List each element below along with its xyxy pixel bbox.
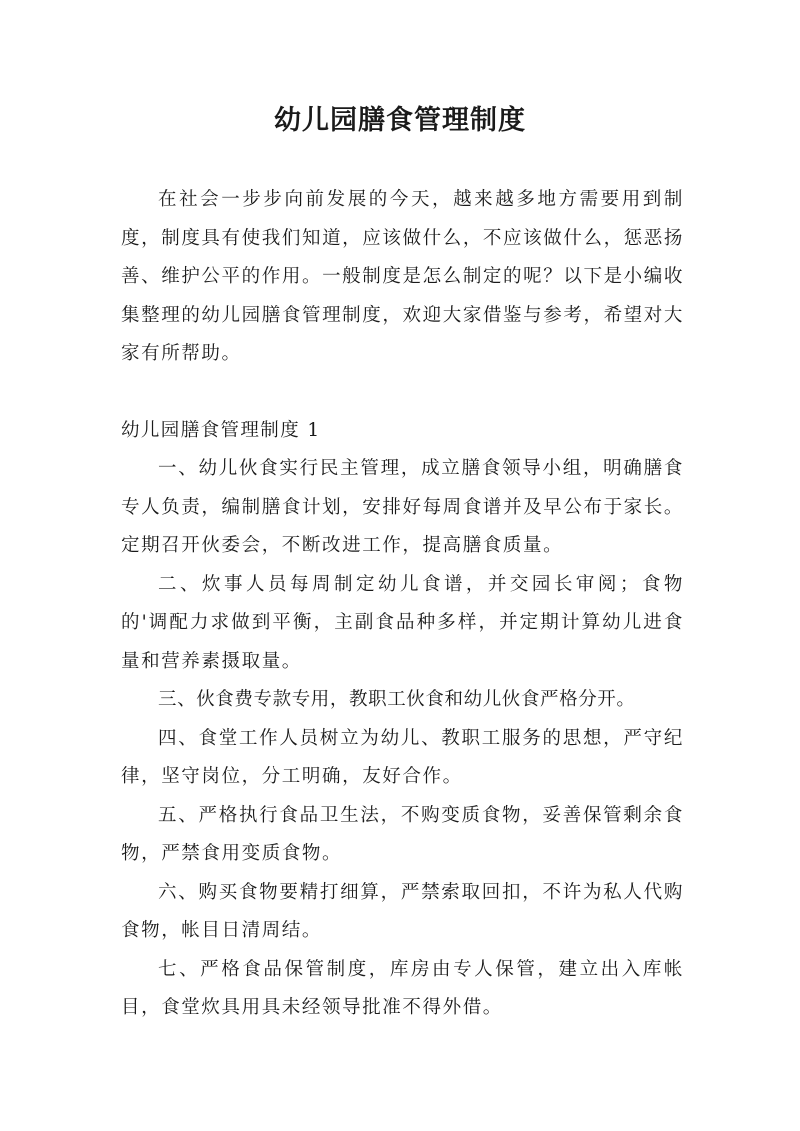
- document-body: [121, 181, 684, 1028]
- rule-item-4: 四、食堂工作人员树立为幼儿、教职工服务的思想，严守纪律，坚守岗位，分工明确，友好合作。: [121, 727, 684, 787]
- rule-item-1: 一、幼儿伙食实行民主管理，成立膳食领导小组，明确膳食专人负责，编制膳食计划，安排好每周食谱并及早公布于家长。定期召开伙委会，不断改进工作，提高膳食质量。: [121, 458, 684, 556]
- rule-item-6: 六、购买食物要精打细算，严禁索取回扣，不许为私人代购食物，帐目日清周结。: [121, 881, 684, 941]
- document-title: 幼儿园膳食管理制度: [274, 105, 526, 136]
- rule-item-5: 五、严格执行食品卫生法，不购变质食物，妥善保管剩余食物，严禁食用变质食物。: [121, 804, 684, 864]
- rule-item-3: 三、伙食费专款专用，教职工伙食和幼儿伙食严格分开。: [158, 689, 636, 710]
- intro-paragraph: 在社会一步步向前发展的今天，越来越多地方需要用到制度，制度具有使我们知道，应该做什么，不应该做什么，惩恶扬善、维护公平的作用。一般制度是怎么制定的呢？以下是小编收集整理的幼儿园膳食管理制度，欢迎大家借鉴与参考，希望对大家有所帮助。: [121, 189, 684, 364]
- section-title: 幼儿园膳食管理制度 1: [121, 419, 321, 441]
- rule-item-2: 二、炊事人员每周制定幼儿食谱，并交园长审阅；食物的'调配力求做到平衡，主副食品种多样，并定期计算幼儿进食量和营养素摄取量。: [121, 573, 684, 672]
- rule-item-7: 七、严格食品保管制度，库房由专人保管，建立出入库帐目，食堂炊具用具未经领导批准不得外借。: [121, 958, 684, 1018]
